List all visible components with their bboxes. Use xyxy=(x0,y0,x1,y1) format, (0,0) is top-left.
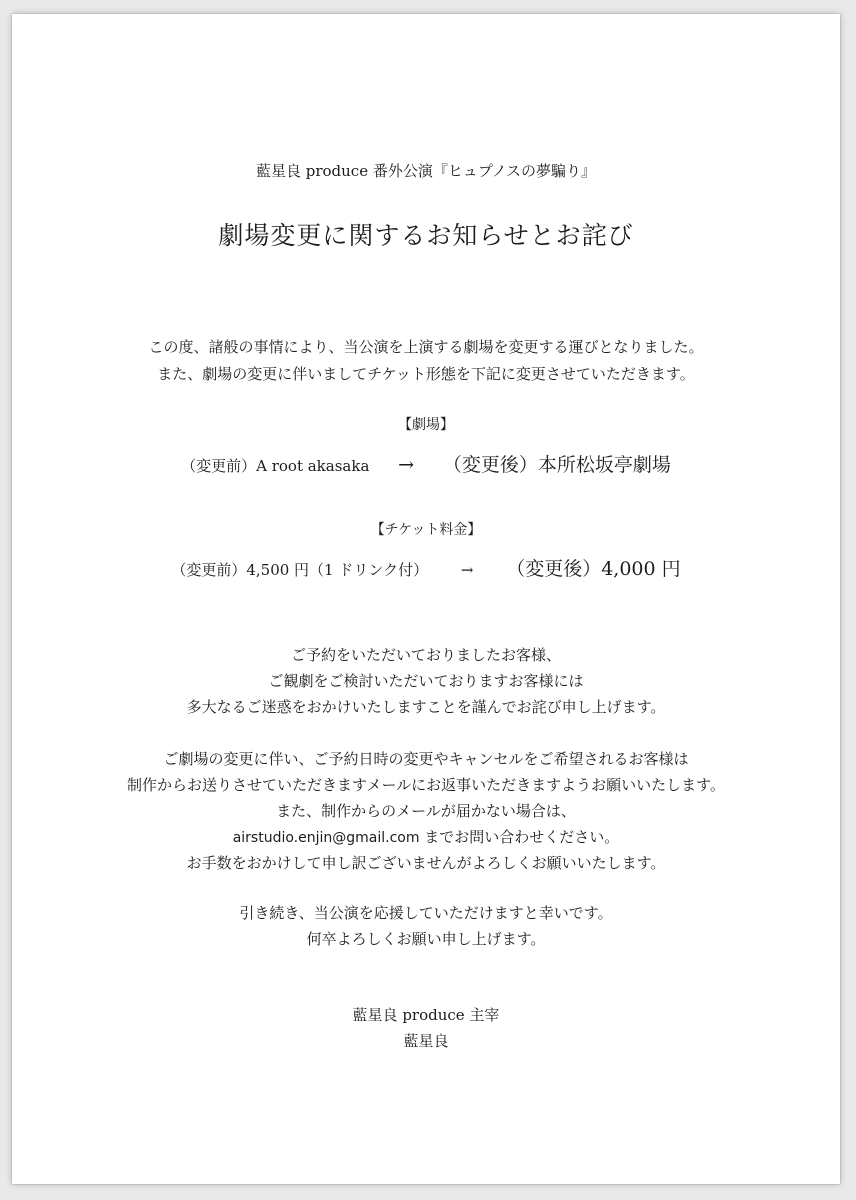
venue-change-row xyxy=(12,450,840,477)
change-notice-line-1: ご劇場の変更に伴い、ご予約日時の変更やキャンセルをご希望されるお客様は xyxy=(163,750,689,768)
contact-suffix: までお問い合わせください。 xyxy=(419,828,620,846)
ticket-change-row xyxy=(12,554,840,581)
venue-after: （変更後）本所松坂亭劇場 xyxy=(442,454,671,476)
right-arrow-icon: → xyxy=(460,561,474,579)
ticket-heading: 【チケット料金】 xyxy=(370,522,482,538)
signature-name: 藍星良 xyxy=(403,1032,449,1050)
venue-heading: 【劇場】 xyxy=(398,417,454,433)
document-page xyxy=(12,14,840,1184)
page-title: 劇場変更に関するお知らせとお詫び xyxy=(218,221,634,250)
apology-line-3: 多大なるご迷惑をおかけいたしますことを謹んでお詫び申し上げます。 xyxy=(186,698,666,716)
ticket-after: （変更後）4,000 円 xyxy=(506,558,681,580)
change-notice-line-2: 制作からお送りさせていただきますメールにお返事いただきますようお願いいたします。 xyxy=(127,776,725,794)
contact-line xyxy=(12,826,840,847)
signature-org: 藍星良 produce 主宰 xyxy=(352,1006,500,1024)
apology-line-2: ご観劇をご検討いただいておりますお客様には xyxy=(268,672,584,690)
change-notice-line-3: また、制作からのメールが届かない場合は、 xyxy=(276,802,576,820)
contact-email: airstudio.enjin@gmail.com xyxy=(232,830,420,846)
apology-line-1: ご予約をいただいておりましたお客様、 xyxy=(290,646,561,664)
right-arrow-icon: → xyxy=(398,454,415,476)
closing-line-1: 引き続き、当公演を応援していただけますと幸いです。 xyxy=(239,904,613,922)
ticket-before: （変更前）4,500 円（1 ドリンク付） xyxy=(171,561,429,579)
closing-line-2: 何卒よろしくお願い申し上げます。 xyxy=(306,930,546,948)
intro-line-1: この度、諸般の事情により、当公演を上演する劇場を変更する運びとなりました。 xyxy=(148,338,704,356)
event-subtitle: 藍星良 produce 番外公演『ヒュプノスの夢騙り』 xyxy=(255,162,597,180)
change-notice-line-5: お手数をおかけして申し訳ございませんがよろしくお願いいたします。 xyxy=(186,854,666,872)
intro-line-2: また、劇場の変更に伴いましてチケット形態を下記に変更させていただきます。 xyxy=(157,365,695,383)
venue-before: （変更前）A root akasaka xyxy=(181,457,370,475)
